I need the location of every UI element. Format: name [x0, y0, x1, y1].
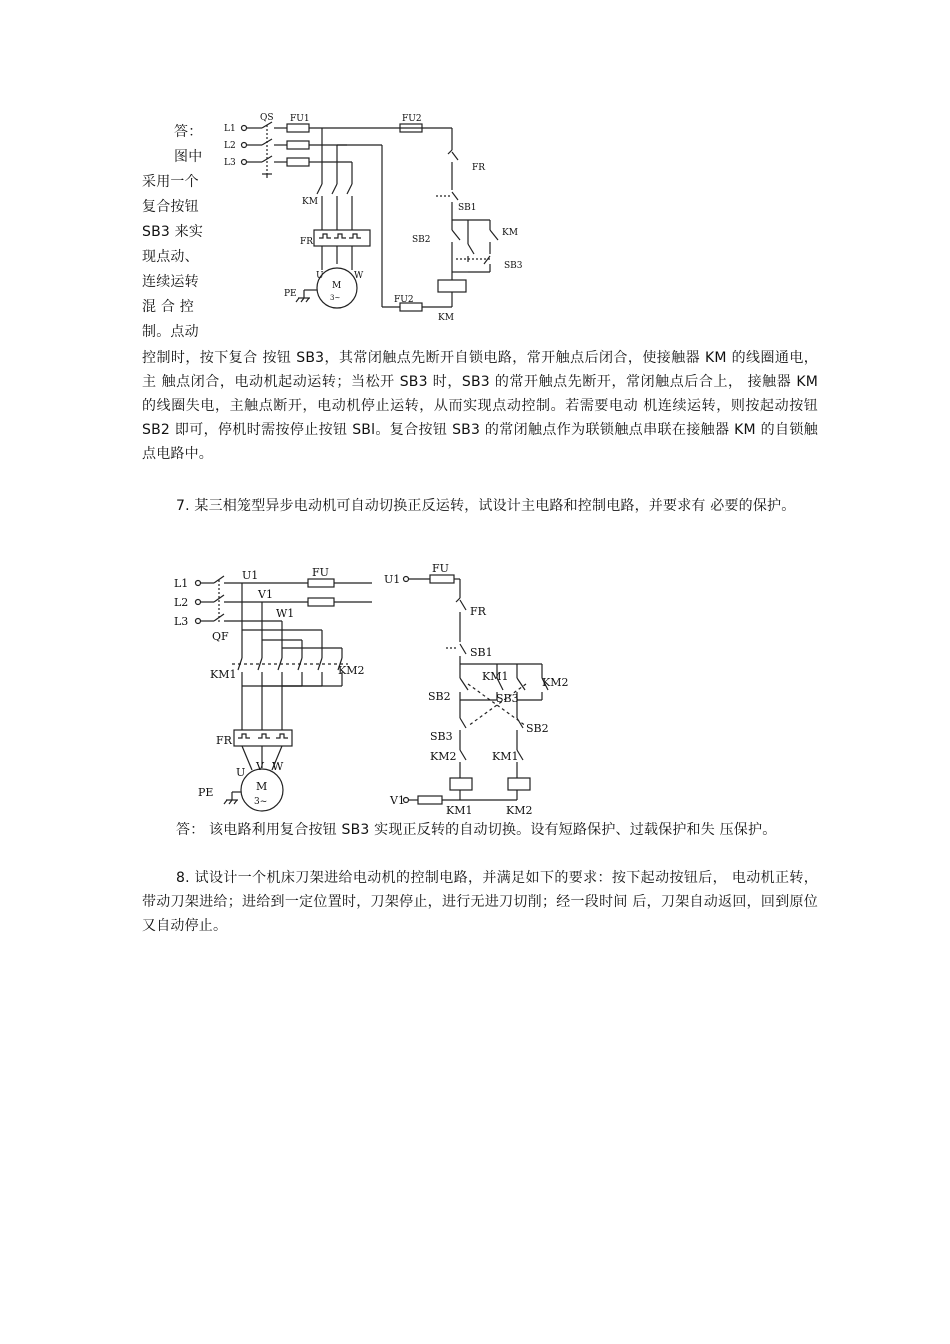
- fig1-label: FR: [300, 237, 314, 247]
- fig1-label: U: [316, 271, 324, 281]
- fig2-label: KM2: [506, 804, 533, 817]
- fig1-label: L1: [224, 124, 236, 134]
- fig2-label: SB2: [428, 690, 451, 703]
- fig1-label: M: [332, 281, 342, 291]
- fig1-label: SB1: [458, 203, 477, 213]
- fig2-label: FU: [312, 566, 329, 579]
- fig1-label: KM: [502, 228, 518, 238]
- answer1-line: 连续运转: [142, 274, 199, 290]
- fig1-label: FR: [472, 163, 486, 173]
- fig2-label: KM1: [210, 668, 237, 681]
- fig1-label: L3: [224, 158, 236, 168]
- fig2-label: FU: [432, 562, 449, 575]
- fig2-label: U1: [242, 569, 259, 582]
- fig2-label: FR: [216, 734, 232, 747]
- fig2-label: KM1: [446, 804, 473, 817]
- circuit-diagram-forward-reverse: [172, 560, 582, 818]
- fig2-label: QF: [212, 630, 229, 643]
- fig1-label: SB2: [412, 235, 431, 245]
- fig2-label: W: [272, 760, 284, 773]
- fig2-label: W1: [276, 607, 295, 620]
- fig1-label: FU1: [290, 114, 310, 124]
- question7-text: 7. 某三相笼型异步电动机可自动切换正反运转，试设计主电路和控制电路，并要求有 必要的保护。: [176, 498, 796, 514]
- fig1-label: KM: [302, 197, 318, 207]
- fig2-label: U: [236, 766, 246, 779]
- fig2-label: V: [256, 760, 264, 773]
- fig2-label: KM2: [430, 750, 457, 763]
- fig2-label: L1: [174, 577, 189, 590]
- fig2-label: KM1: [482, 670, 509, 683]
- answer1-line: 复合按钮: [142, 199, 199, 215]
- fig2-label: FR: [470, 605, 486, 618]
- fig2-label: PE: [198, 786, 214, 799]
- answer1-line: 答：: [174, 124, 203, 140]
- fig2-label: L3: [174, 615, 189, 628]
- question8-text: 8. 试设计一个机床刀架进给电动机的控制电路，并满足如下的要求：按下起动按钮后， 电动机正转，带动刀架进给；进给到一定位置时，刀架停止，进行无进刀切削；经一段时间 后，刀架自动返回，回到原位又自动停止。: [142, 870, 818, 934]
- answer1-line: SB3 来实: [142, 224, 204, 240]
- fig1-label: L2: [224, 141, 236, 151]
- answer1-line: 混 合 控: [142, 299, 194, 315]
- fig2-label: KM2: [542, 676, 569, 689]
- answer1-continuation: 控制时，按下复合 按钮 SB3，其常闭触点先断开自锁电路，常开触点后闭合，使接触器 KM 的线圈通电，主 触点闭合，电动机起动运转；当松开 SB3 时，SB3 的常开触点先断开，常闭触点后合上， 接触器 KM 的线圈失电，主触点断开，电动机停止运转，从而实现点动控制。若需要电动 机连续运转，则按起动按钮 SB2 即可，停机时需按停止按钮 SBl。复合按钮 SB3 的常闭触点作为联锁触点串联在接触器 KM 的自锁触点电路中。: [142, 350, 818, 462]
- answer1-line: 采用一个: [142, 174, 199, 190]
- fig2-label: SB1: [470, 646, 493, 659]
- answer1-line: 图中: [174, 149, 203, 165]
- fig1-label: QS: [260, 113, 274, 123]
- circuit-diagram-jog-control: [222, 112, 542, 327]
- answer7-text: 答： 该电路利用复合按钮 SB3 实现正反转的自动切换。设有短路保护、过载保护和失 压保护。: [176, 822, 777, 838]
- fig2-label: U1: [384, 573, 401, 586]
- fig2-label: KM1: [492, 750, 519, 763]
- fig1-label: KM: [438, 313, 454, 323]
- fig2-label: V1: [258, 588, 273, 601]
- fig1-label: 3~: [330, 294, 341, 302]
- fig2-label: V1: [390, 794, 405, 807]
- answer1-wrapped-text: [142, 120, 214, 345]
- fig2-label: SB2: [526, 722, 549, 735]
- fig2-label: KM2: [338, 664, 365, 677]
- fig2-label: M: [256, 780, 268, 793]
- fig1-label: PE: [284, 289, 297, 299]
- fig1-label: FU2: [402, 114, 422, 124]
- fig1-label: SB3: [504, 261, 523, 271]
- fig2-label: SB3: [430, 730, 453, 743]
- answer1-line: 制。点动: [142, 324, 199, 340]
- fig2-label: 3~: [254, 797, 268, 807]
- answer1-line: 现点动、: [142, 249, 199, 265]
- fig1-label: FU2: [394, 295, 414, 305]
- fig2-label: SB3: [496, 692, 519, 705]
- fig1-label: W: [354, 271, 364, 281]
- fig2-label: L2: [174, 596, 189, 609]
